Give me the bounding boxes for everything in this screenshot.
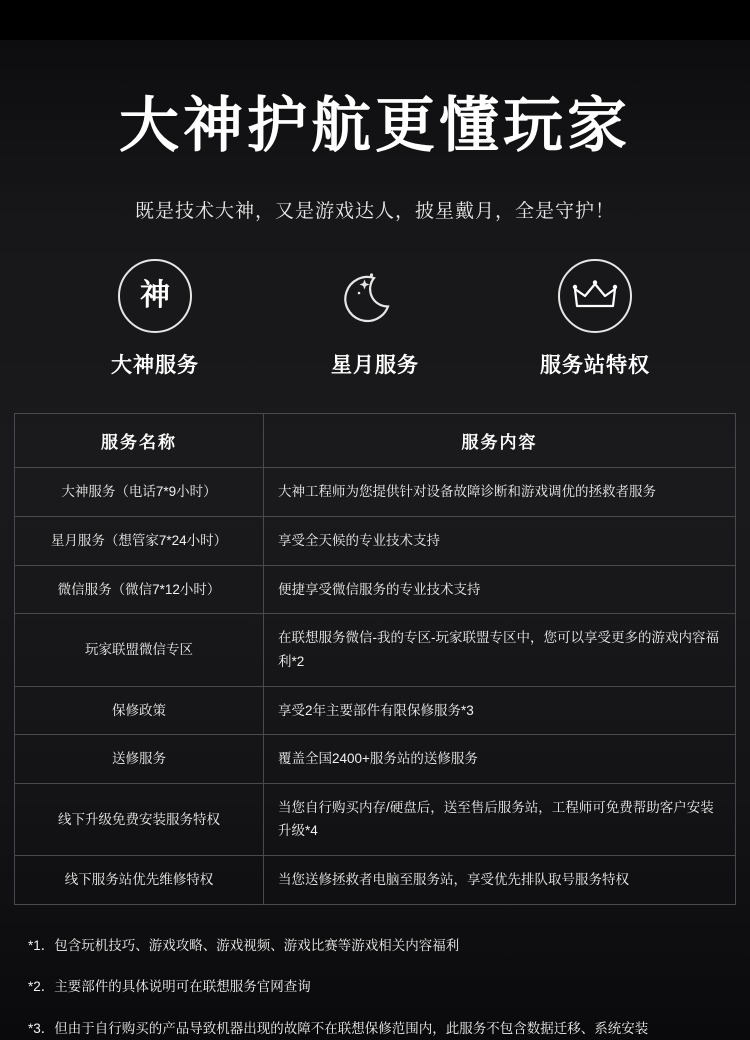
shen-circle-icon (118, 259, 192, 333)
cell-service-content: 享受2年主要部件有限保修服务*3 (264, 686, 736, 735)
cell-service-name: 微信服务（微信7*12小时） (15, 565, 264, 614)
cell-service-name: 保修政策 (15, 686, 264, 735)
table-header-row (15, 414, 735, 468)
table-row (15, 686, 735, 735)
badge-label: 服务站特权 (540, 354, 650, 378)
column-header-content: 服务内容 (264, 414, 736, 468)
table-row (15, 856, 735, 905)
page-subtitle: 既是技术大神，又是游戏达人，披星戴月，全是守护！ (134, 201, 615, 223)
table-row (15, 565, 735, 614)
cell-service-content: 大神工程师为您提供针对设备故障诊断和游戏调优的拯救者服务 (264, 468, 736, 517)
footnote-item: *1．包含玩机技巧、游戏攻略、游戏视频、游戏比赛等游戏相关内容福利 (28, 937, 460, 953)
crown-icon (558, 259, 632, 333)
promo-page (0, 40, 750, 1040)
badge-item-xingyue (295, 259, 455, 379)
badge-glyph: 神 (140, 279, 170, 313)
footnote-item: *2．主要部件的具体说明可在联想服务官网查询 (28, 979, 311, 995)
cell-service-content: 当您自行购买内存/硬盘后，送至售后服务站，工程师可免费帮助客户安装升级*4 (264, 783, 736, 855)
cell-service-content: 在联想服务微信-我的专区-玩家联盟专区中，您可以享受更多的游戏内容福利*2 (264, 614, 736, 686)
cell-service-name: 大神服务（电话7*9小时） (15, 468, 264, 517)
cell-service-content: 便捷享受微信服务的专业技术支持 (264, 565, 736, 614)
table-row (15, 735, 735, 784)
table-row (15, 517, 735, 566)
cell-service-name: 线下服务站优先维修特权 (15, 856, 264, 905)
footnote-item: *3．但由于自行购买的产品导致机器出现的故障不在联想保修范围内，此服务不包含数据迁移、系统安装 (28, 1020, 649, 1036)
column-header-name: 服务名称 (15, 414, 264, 468)
cell-service-name: 星月服务（想管家7*24小时） (15, 517, 264, 566)
table-row (15, 783, 735, 855)
badge-list (0, 259, 750, 379)
service-table (14, 413, 736, 904)
cell-service-content: 覆盖全国2400+服务站的送修服务 (264, 735, 736, 784)
cell-service-name: 送修服务 (15, 735, 264, 784)
table-row (15, 468, 735, 517)
badge-item-fuwuzhan (515, 259, 675, 379)
page-title: 大神护航更懂玩家 (119, 92, 631, 160)
badge-item-dashen (75, 259, 235, 379)
cell-service-content: 享受全天候的专业技术支持 (264, 517, 736, 566)
badge-label: 大神服务 (111, 354, 199, 378)
cell-service-name: 玩家联盟微信专区 (15, 614, 264, 686)
cell-service-content: 当您送修拯救者电脑至服务站，享受优先排队取号服务特权 (264, 856, 736, 905)
cell-service-name: 线下升级免费安装服务特权 (15, 783, 264, 855)
footnote-list (28, 935, 722, 1040)
table-row (15, 614, 735, 686)
moon-star-icon (338, 259, 412, 333)
badge-label: 星月服务 (331, 354, 419, 378)
